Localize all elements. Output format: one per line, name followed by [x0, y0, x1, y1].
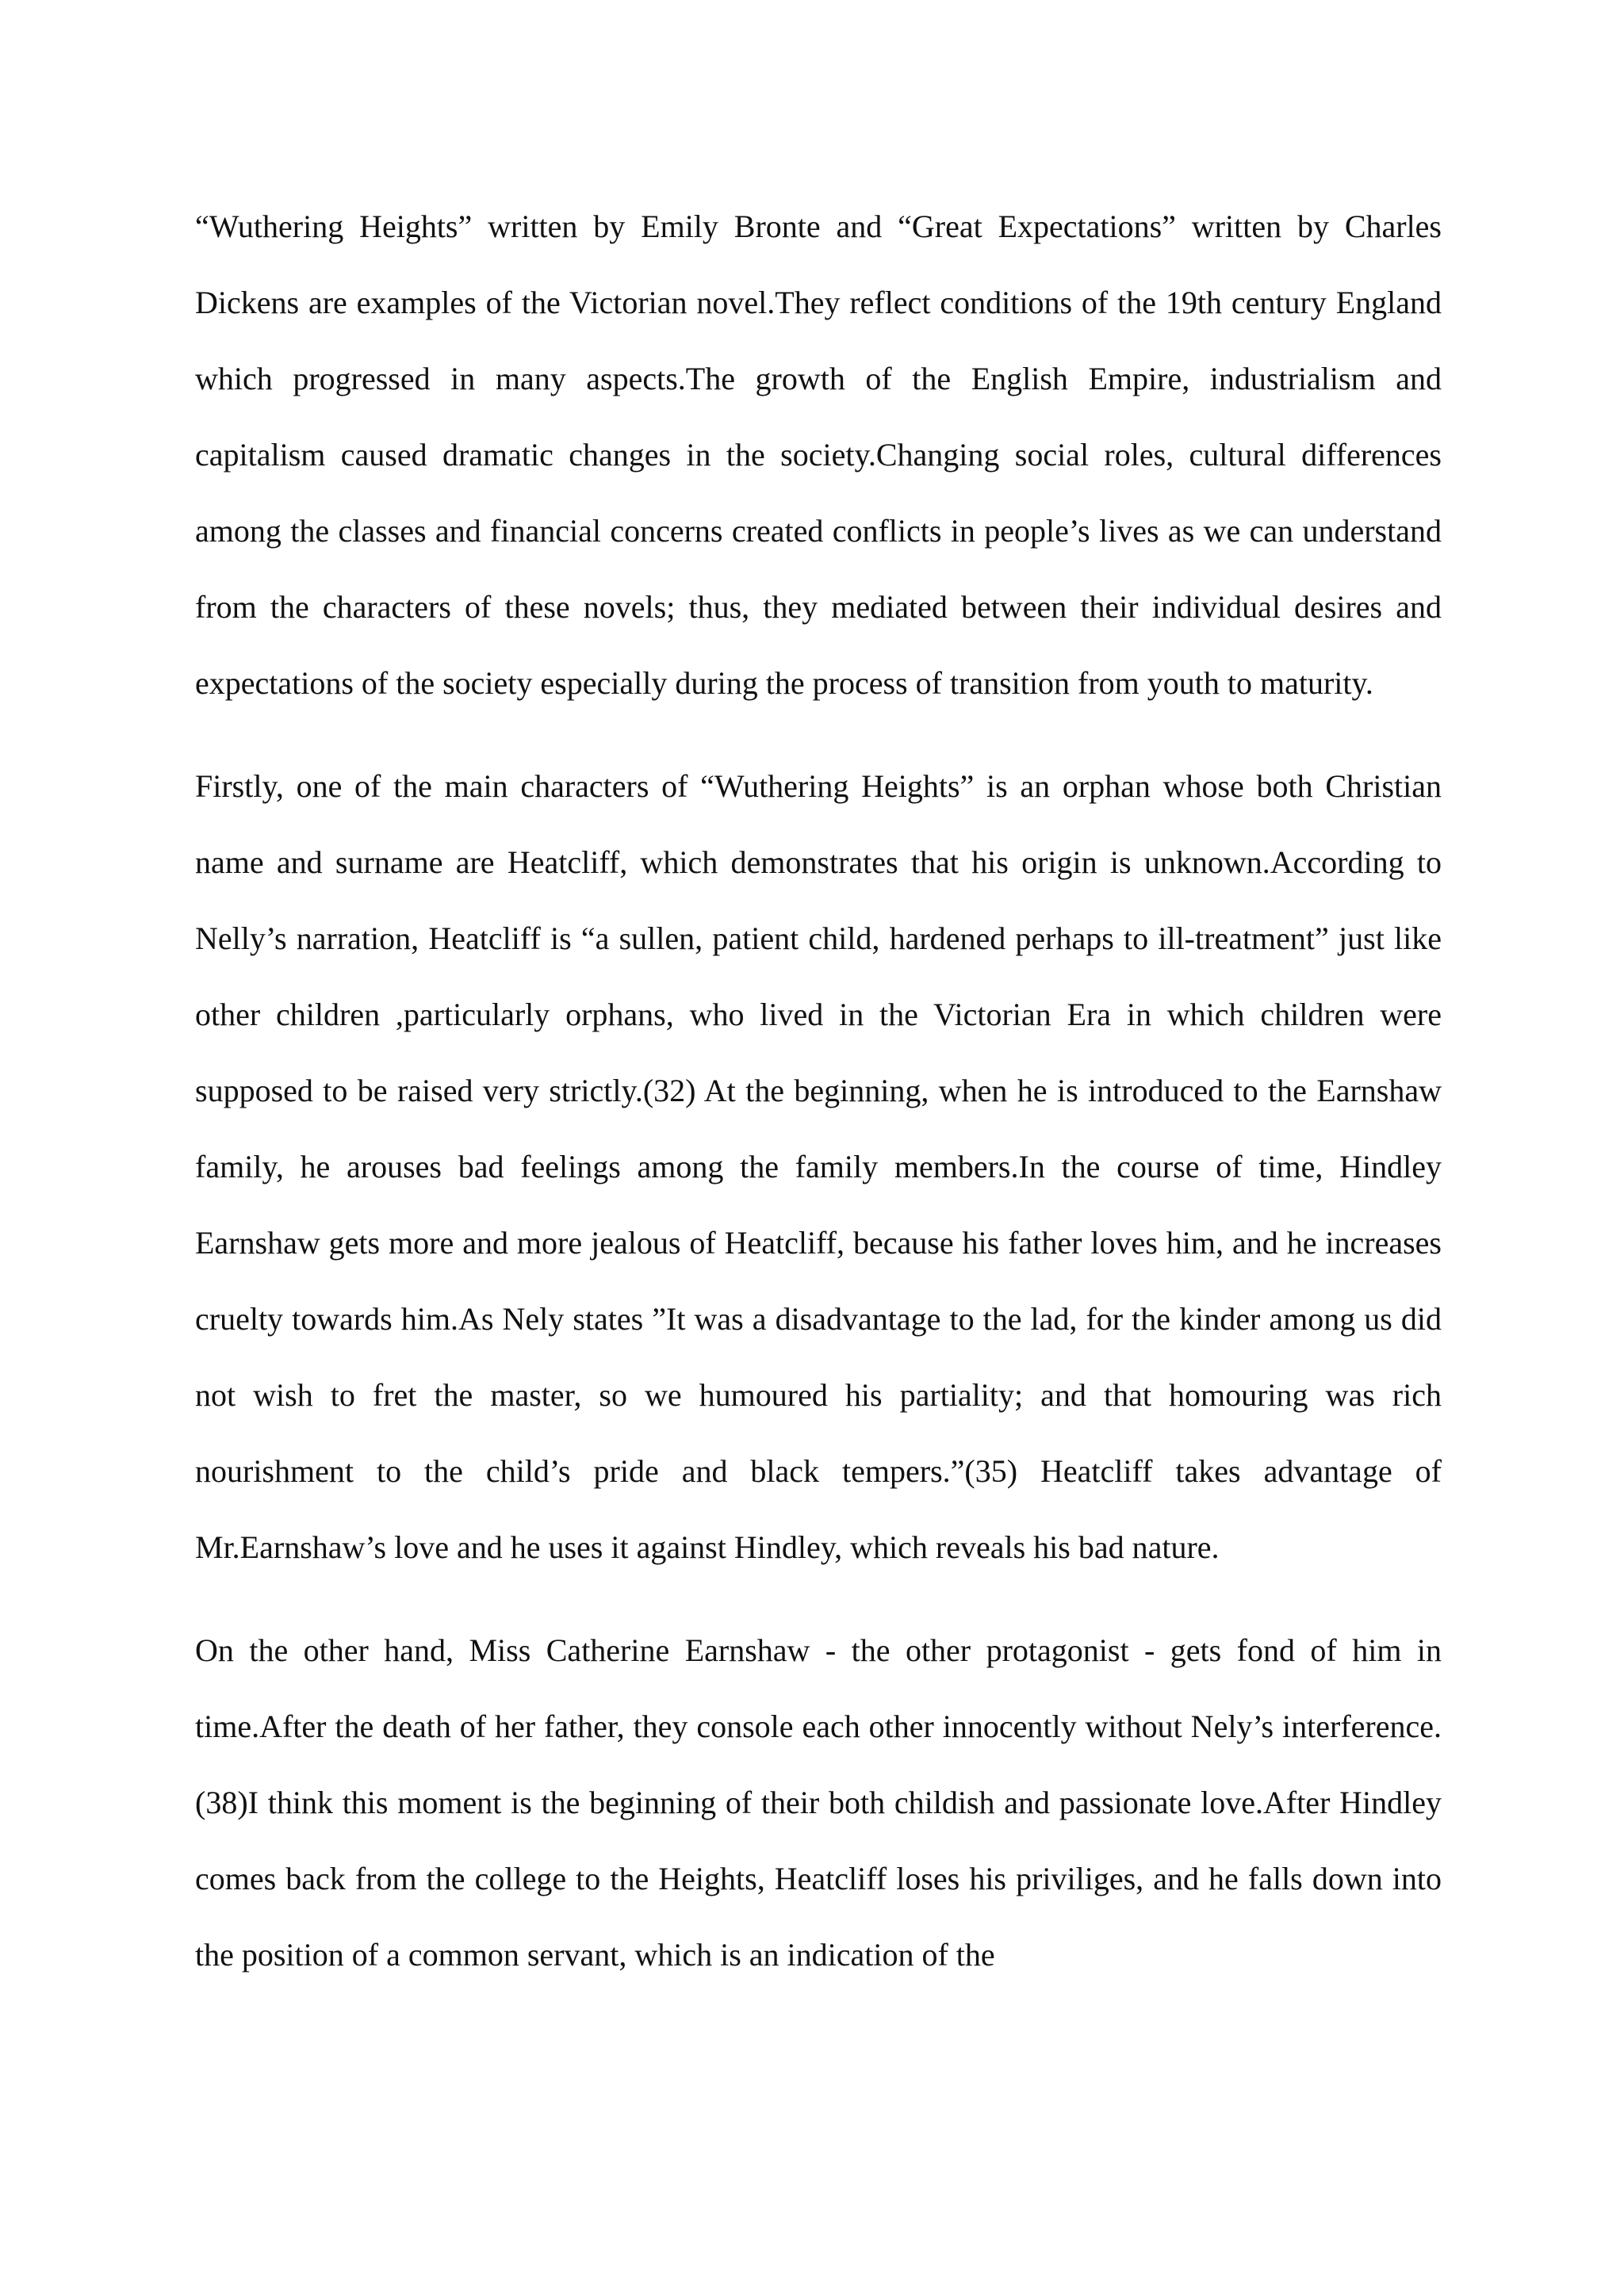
paragraph-heathcliff: Firstly, one of the main characters of “Wuthering Heights” is an orphan whose both Christian name and surname are Heatcliff, which demonstrates that his origin is unknown.According to Nelly’s narration, Heatcliff is “a sullen, patient child, hardened perhaps to ill-treatment” just like other children ,particularly orphans, who lived in the Victorian Era in which children were supposed to be raised very strictly.(32) At the beginning, when he is introduced to the Earnshaw family, he arouses bad feelings among the family members.In the course of time, Hindley Earnshaw gets more and more jealous of Heatcliff, because his father loves him, and he increases cruelty towards him.As Nely states ”It was a disadvantage to the lad, for the kinder among us did not wish to fret the master, so we humoured his partiality; and that homouring was rich nourishment to the child’s pride and black tempers.”(35) Heatcliff takes advantage of Mr.Earnshaw’s love and he uses it against Hindley, which reveals his bad nature.: [195, 768, 1442, 1565]
paragraph-introduction: “Wuthering Heights” written by Emily Bronte and “Great Expectations” written by Charles Dickens are examples of the Victorian novel.They reflect conditions of the 19th century England which progressed in many aspects.The growth of the English Empire, industrialism and capitalism caused dramatic changes in the society.Changing social roles, cultural differences among the classes and financial concerns created conflicts in people’s lives as we can understand from the characters of these novels; thus, they mediated between their individual desires and expectations of the society especially during the process of transition from youth to maturity.: [195, 209, 1442, 701]
paragraph-catherine: On the other hand, Miss Catherine Earnshaw - the other protagonist - gets fond of him in time.After the death of her father, they console each other innocently without Nely’s interference.(38)I think this moment is the beginning of their both childish and passionate love.After Hindley comes back from the college to the Heights, Heatcliff loses his priviliges, and he falls down into the position of a common servant, which is an indication of the: [195, 1632, 1442, 1973]
document-body: [195, 189, 1442, 1993]
